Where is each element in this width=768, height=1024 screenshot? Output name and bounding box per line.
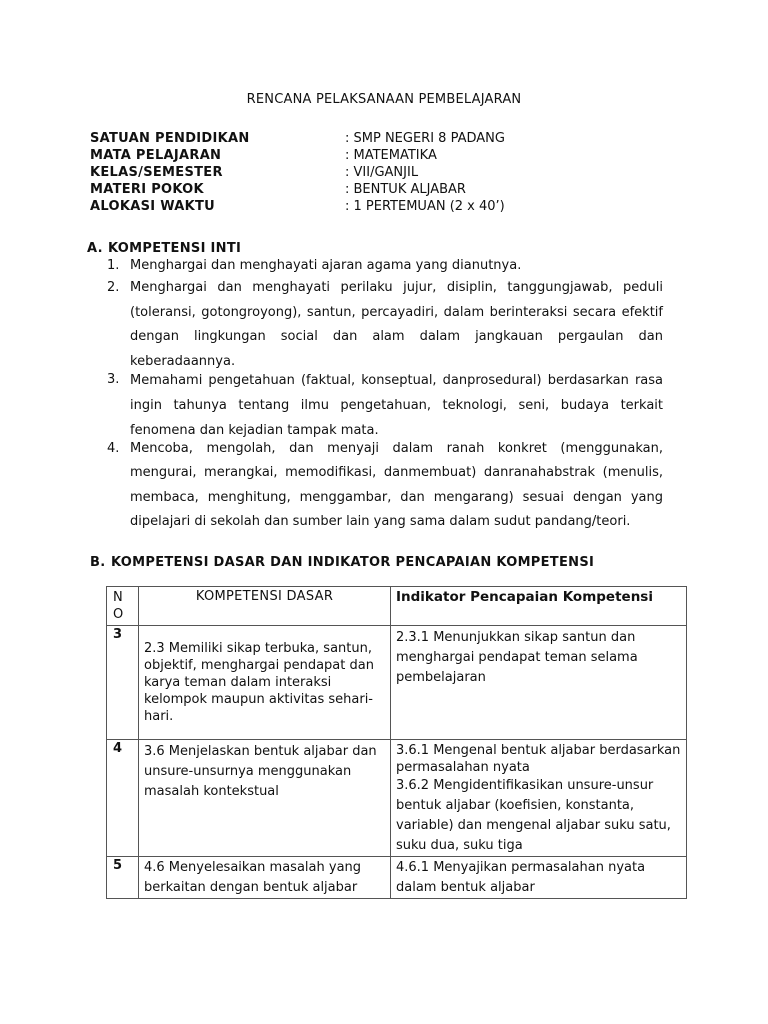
indicator-text: 3.6.2 Mengidentifikasikan unsure-unsur bentuk aljabar (koefisien, konstanta, variable) dan mengenal aljabar suku satu, suku dua, suku tiga	[396, 778, 671, 853]
header-no: N O	[107, 587, 139, 626]
identity-label: MATA PELAJARAN	[90, 148, 222, 163]
identity-block	[90, 130, 690, 215]
identity-row-alokasi	[90, 198, 690, 215]
identity-label: SATUAN PENDIDIKAN	[90, 131, 250, 146]
section-title: KOMPETENSI INTI	[108, 241, 242, 256]
identity-row-mapel	[90, 147, 690, 164]
list-item	[87, 258, 663, 274]
table-row	[107, 857, 687, 899]
kd-cell	[139, 626, 391, 740]
section-title: KOMPETENSI DASAR DAN INDIKATOR PENCAPAIAN KOMPETENSI	[111, 555, 595, 570]
section-letter: B.	[90, 555, 106, 570]
identity-row-materi	[90, 181, 690, 198]
kd-text: 4.6 Menyelesaikan masalah yang berkaitan dengan bentuk aljabar	[144, 860, 362, 895]
list-text: Mencoba, mengolah, dan menyaji dalam ranah konkret (menggunakan, mengurai, merangkai, memodifikasi, danmembuat) danranahabstrak (menulis, membaca, menghitung, menggambar, dan mengarang) sesuai dengan yang dipelajari di sekolah dan sumber lain yang sama dalam sudut pandang/teori.	[130, 441, 663, 530]
identity-label: MATERI POKOK	[90, 182, 204, 197]
list-item	[87, 276, 663, 374]
section-kompetensi-dasar	[90, 554, 690, 572]
indicator-text: 3.6.1 Mengenal bentuk aljabar berdasarkan permasalahan nyata	[396, 743, 681, 775]
row-number: 4	[107, 740, 139, 857]
identity-value: : BENTUK ALJABAR	[345, 182, 466, 197]
list-number: 3.	[107, 372, 120, 387]
document-title: RENCANA PELAKSANAAN PEMBELAJARAN	[246, 92, 522, 107]
section-heading	[90, 554, 690, 572]
kd-cell	[139, 740, 391, 857]
identity-label: KELAS/SEMESTER	[90, 165, 223, 180]
section-kompetensi-inti	[87, 240, 687, 258]
kd-cell	[139, 857, 391, 899]
table-row	[107, 626, 687, 740]
list-text: Menghargai dan menghayati ajaran agama yang dianutnya.	[130, 258, 522, 273]
identity-row-kelas	[90, 164, 690, 181]
section-letter: A.	[87, 241, 103, 256]
section-heading	[87, 240, 687, 258]
list-number: 1.	[107, 258, 120, 273]
header-indikator: Indikator Pencapaian Kompetensi	[391, 587, 687, 626]
list-number: 4.	[107, 441, 120, 456]
kd-text: 3.6 Menjelaskan bentuk aljabar dan unsure-unsurnya menggunakan masalah kontekstual	[144, 744, 377, 799]
kompetensi-table	[106, 586, 687, 899]
identity-value: : VII/GANJIL	[345, 165, 419, 180]
row-number: 3	[107, 626, 139, 740]
row-number: 5	[107, 857, 139, 899]
indicator-cell	[391, 857, 687, 899]
list-text: Memahami pengetahuan (faktual, konseptual, danprosedural) berdasarkan rasa ingin tahunya tentang ilmu pengetahuan, teknologi, seni, budaya terkait fenomena dan kejadian tampak mata.	[130, 373, 663, 438]
list-item	[87, 437, 663, 535]
indicator-text: 4.6.1 Menyajikan permasalahan nyata dalam bentuk aljabar	[396, 860, 646, 895]
identity-value: : 1 PERTEMUAN (2 x 40’)	[345, 199, 505, 214]
indicator-cell	[391, 626, 687, 740]
table-row	[107, 740, 687, 857]
identity-row-satuan	[90, 130, 690, 147]
indicator-text: 2.3.1 Menunjukkan sikap santun dan menghargai pendapat teman selama pembelajaran	[396, 630, 638, 685]
indicator-cell	[391, 740, 687, 857]
list-number: 2.	[107, 280, 120, 295]
list-text: Menghargai dan menghayati perilaku jujur, disiplin, tanggungjawab, peduli (toleransi, gotongroyong), santun, percayadiri, dalam berinteraksi secara efektif dengan lingkungan social dan alam dalam jangkauan pergaulan dan keberadaannya.	[130, 280, 663, 369]
header-kompetensi-dasar: KOMPETENSI DASAR	[139, 587, 391, 626]
list-item	[87, 368, 663, 443]
kompetensi-inti-list	[87, 258, 663, 535]
kd-text: 2.3 Memiliki sikap terbuka, santun, objektif, menghargai pendapat dan karya teman dalam interaksi kelompok maupun aktivitas sehari-hari.	[144, 641, 374, 724]
identity-value: : MATEMATIKA	[345, 148, 437, 163]
identity-label: ALOKASI WAKTU	[90, 199, 216, 214]
table-header-row	[107, 587, 687, 626]
identity-value: : SMP NEGERI 8 PADANG	[345, 131, 505, 146]
